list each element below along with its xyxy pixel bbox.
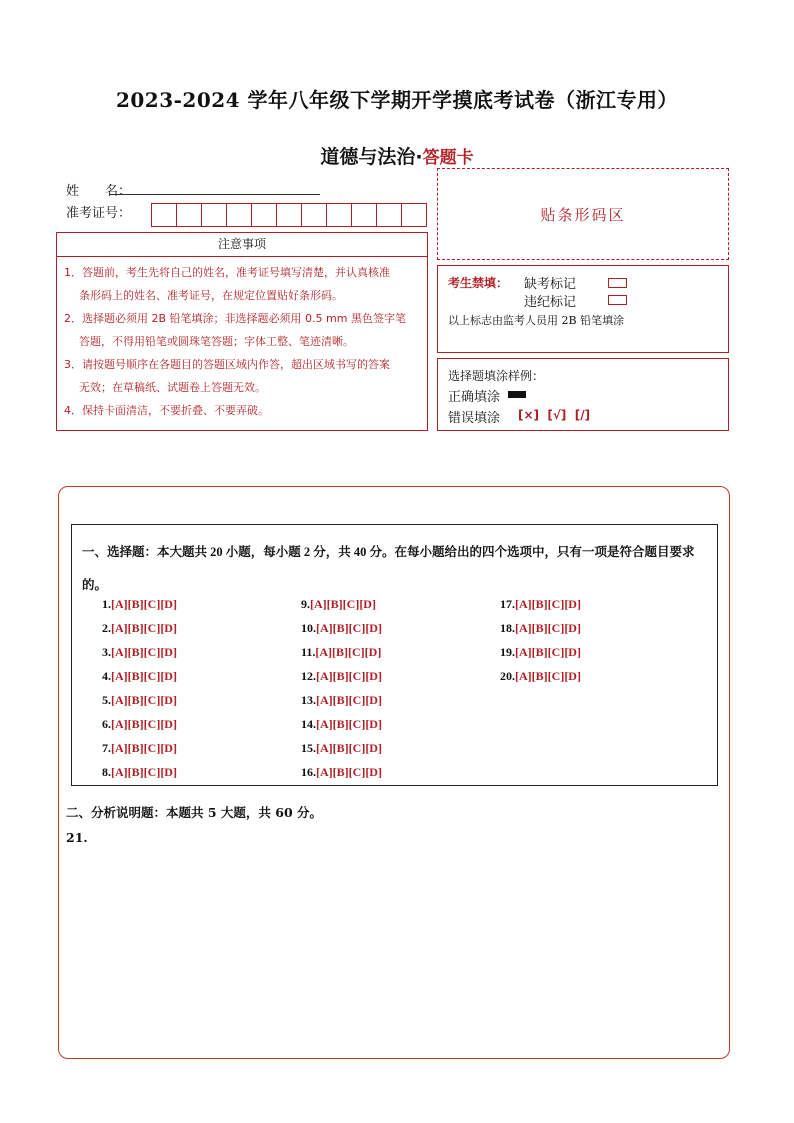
correct-fill-label: 正确填涂 xyxy=(448,390,501,405)
correct-fill-mark xyxy=(508,391,526,398)
question-14[interactable]: 14.[A][B][C][D] xyxy=(301,717,382,731)
name-field[interactable] xyxy=(110,194,320,195)
fill-sample-box xyxy=(437,358,729,431)
answer-options[interactable]: [A][B][C][D] xyxy=(316,621,382,635)
id-digit-box[interactable] xyxy=(151,203,177,227)
answer-options[interactable]: [A][B][C][D] xyxy=(111,741,177,755)
answer-options[interactable]: [A][B][C][D] xyxy=(111,597,177,611)
question-3[interactable]: 3.[A][B][C][D] xyxy=(102,645,177,659)
wrong-fill-marks: [×] [√] [/] xyxy=(518,408,591,422)
answer-options[interactable]: [A][B][C][D] xyxy=(111,693,177,707)
question-5[interactable]: 5.[A][B][C][D] xyxy=(102,693,177,707)
question-19[interactable]: 19.[A][B][C][D] xyxy=(500,645,581,659)
answer-options[interactable]: [A][B][C][D] xyxy=(111,669,177,683)
violation-label: 违纪标记 xyxy=(524,295,577,310)
notice-box xyxy=(56,232,428,431)
notice-line: 4．保持卡面清洁，不要折叠、不要弄破。 xyxy=(64,404,269,417)
barcode-area xyxy=(437,168,729,260)
notice-line: 无效；在草稿纸、试题卷上答题无效。 xyxy=(79,381,266,394)
question-13[interactable]: 13.[A][B][C][D] xyxy=(301,693,382,707)
exam-id-boxes[interactable] xyxy=(151,203,426,227)
name-label: 姓 名： xyxy=(66,184,132,199)
wrong-fill-label: 错误填涂 xyxy=(448,411,501,426)
id-digit-box[interactable] xyxy=(401,203,427,227)
question-15[interactable]: 15.[A][B][C][D] xyxy=(301,741,382,755)
answer-options[interactable]: [A][B][C][D] xyxy=(316,693,382,707)
notice-line: 2．选择题必须用 2B 铅笔填涂；非选择题必须用 0.5 mm 黑色签字笔 xyxy=(64,312,406,325)
forbid-box xyxy=(437,265,729,353)
violation-mark-box[interactable] xyxy=(608,295,627,305)
id-digit-box[interactable] xyxy=(226,203,252,227)
notice-line: 答题，不得用铅笔或圆珠笔答题；字体工整、笔迹清晰。 xyxy=(79,335,354,348)
id-digit-box[interactable] xyxy=(201,203,227,227)
section2-instruction: 二、分析说明题：本题共 5 大题，共 60 分。 xyxy=(66,805,323,820)
id-digit-box[interactable] xyxy=(251,203,277,227)
exam-title: 2023-2024 学年八年级下学期开学摸底考试卷（浙江专用） xyxy=(115,88,679,112)
absent-mark-box[interactable] xyxy=(608,278,627,288)
card-subtitle xyxy=(0,142,794,169)
question-1[interactable]: 1.[A][B][C][D] xyxy=(102,597,177,611)
answer-options[interactable]: [A][B][C][D] xyxy=(515,669,581,683)
answer-options[interactable]: [A][B][C][D] xyxy=(315,645,382,659)
answer-options[interactable]: [A][B][C][D] xyxy=(316,717,382,731)
question-7[interactable]: 7.[A][B][C][D] xyxy=(102,741,177,755)
question-16[interactable]: 16.[A][B][C][D] xyxy=(301,765,382,779)
id-digit-box[interactable] xyxy=(276,203,302,227)
subject-label: 道德与法治· xyxy=(320,146,423,168)
answer-options[interactable]: [A][B][C][D] xyxy=(316,765,382,779)
section1-instruction: 一、选择题：本大题共 20 小题，每小题 2 分，共 40 分。在每小题给出的四个选项中，只有一项是符合题目要求的。 xyxy=(82,545,695,592)
answer-options[interactable]: [A][B][C][D] xyxy=(111,645,177,659)
question-4[interactable]: 4.[A][B][C][D] xyxy=(102,669,177,683)
sample-title: 选择题填涂样例： xyxy=(448,369,545,383)
answer-options[interactable]: [A][B][C][D] xyxy=(515,645,581,659)
answer-options[interactable]: [A][B][C][D] xyxy=(515,621,581,635)
question-20[interactable]: 20.[A][B][C][D] xyxy=(500,669,581,683)
notice-line: 条形码上的姓名、准考证号，在规定位置贴好条形码。 xyxy=(79,289,343,302)
forbid-label: 考生禁填： xyxy=(448,276,509,290)
answer-options[interactable]: [A][B][C][D] xyxy=(316,669,382,683)
answer-options[interactable]: [A][B][C][D] xyxy=(515,597,581,611)
notice-title: 注意事项 xyxy=(57,233,427,257)
answer-options[interactable]: [A][B][C][D] xyxy=(111,765,177,779)
barcode-label: 贴条形码区 xyxy=(540,205,626,224)
question-21-label: 21. xyxy=(66,830,88,845)
id-digit-box[interactable] xyxy=(301,203,327,227)
question-11[interactable]: 11.[A][B][C][D] xyxy=(301,645,382,659)
answer-options[interactable]: [A][B][C][D] xyxy=(111,621,177,635)
question-21-answer-area[interactable] xyxy=(66,852,716,1047)
question-9[interactable]: 9.[A][B][C][D] xyxy=(301,597,376,611)
question-18[interactable]: 18.[A][B][C][D] xyxy=(500,621,581,635)
question-12[interactable]: 12.[A][B][C][D] xyxy=(301,669,382,683)
answer-card-label: 答题卡 xyxy=(422,148,474,168)
question-17[interactable]: 17.[A][B][C][D] xyxy=(500,597,581,611)
answer-options[interactable]: [A][B][C][D] xyxy=(310,597,376,611)
answer-options[interactable]: [A][B][C][D] xyxy=(111,717,177,731)
exam-id-label: 准考证号： xyxy=(66,206,132,221)
notice-line: 3．请按题号顺序在各题目的答题区域内作答，超出区域书写的答案 xyxy=(64,358,390,371)
id-digit-box[interactable] xyxy=(176,203,202,227)
absent-label: 缺考标记 xyxy=(524,277,577,292)
id-digit-box[interactable] xyxy=(326,203,352,227)
id-digit-box[interactable] xyxy=(351,203,377,227)
forbid-note: 以上标志由监考人员用 2B 铅笔填涂 xyxy=(448,314,625,327)
question-2[interactable]: 2.[A][B][C][D] xyxy=(102,621,177,635)
id-digit-box[interactable] xyxy=(376,203,402,227)
answer-options[interactable]: [A][B][C][D] xyxy=(316,741,382,755)
question-8[interactable]: 8.[A][B][C][D] xyxy=(102,765,177,779)
question-10[interactable]: 10.[A][B][C][D] xyxy=(301,621,382,635)
question-6[interactable]: 6.[A][B][C][D] xyxy=(102,717,177,731)
notice-line: 1．答题前，考生先将自己的姓名，准考证号填写清楚，并认真核准 xyxy=(64,266,390,279)
